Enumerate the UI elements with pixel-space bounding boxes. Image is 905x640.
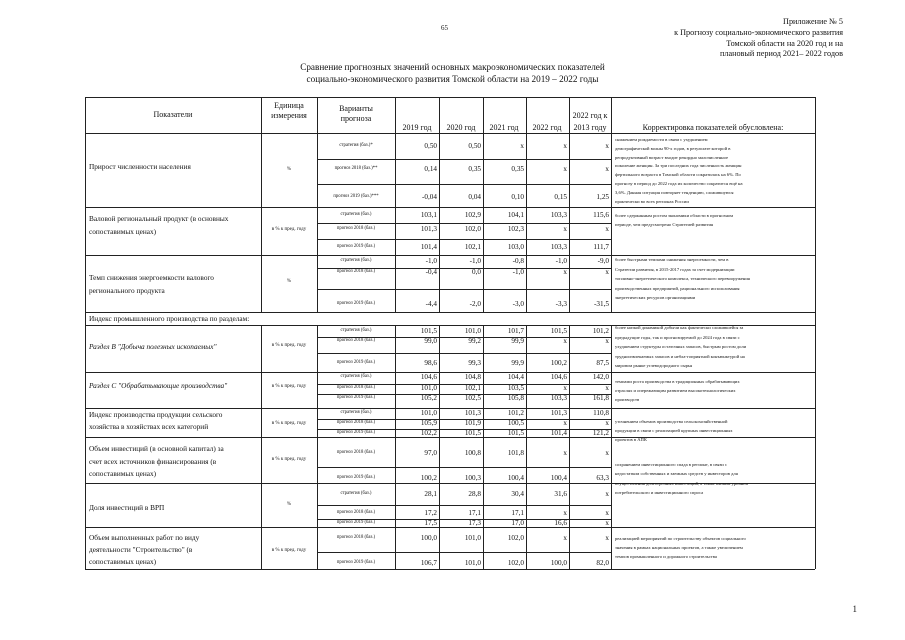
grid-line xyxy=(439,437,440,483)
comment-line: сохранением инвестиционного спада в регионе, в связи с xyxy=(615,462,727,467)
grid-line xyxy=(611,437,612,483)
value-cell: -1,0 xyxy=(425,257,437,265)
grid-line xyxy=(611,255,612,312)
variant-label: прогноз 2018 (баз.) xyxy=(336,269,376,274)
grid-line xyxy=(317,239,611,240)
variant-label: прогноз 2019 (баз.) xyxy=(336,244,376,249)
unit-cell: % xyxy=(286,502,292,507)
value-cell: 99,3 xyxy=(468,359,481,367)
unit-cell: в % к пред. году xyxy=(271,548,307,553)
value-cell: 103,1 xyxy=(420,211,437,219)
header-year-2022: 2022 год xyxy=(532,123,562,132)
value-cell: х xyxy=(605,165,609,173)
appendix-line: Приложение № 5 xyxy=(783,17,843,26)
value-cell: 101,8 xyxy=(507,449,524,457)
value-cell: -1,0 xyxy=(555,257,567,265)
value-cell: 104,4 xyxy=(507,373,524,381)
grid-line xyxy=(611,325,612,372)
unit-cell: в % к пред. году xyxy=(271,421,307,426)
value-cell: 102,0 xyxy=(464,225,481,233)
value-cell: 99,0 xyxy=(424,337,437,345)
variant-label: прогноз 2019 (баз.)*** xyxy=(333,194,379,199)
variant-label: прогноз 2018 (баз.) xyxy=(336,510,376,515)
comment-line: потребительского и инвестиционного спроса xyxy=(615,489,704,495)
value-cell: 104,6 xyxy=(420,373,437,381)
variant-label: прогноз 2019 (баз.) xyxy=(336,430,376,435)
comment-line: энергетических ресурсов организациями xyxy=(615,295,696,300)
value-cell: 0,35 xyxy=(468,165,481,173)
grid-line xyxy=(611,483,612,527)
header-comment: Корректировка показателей обусловлена: xyxy=(642,123,784,132)
comment-line: недостатком собственных и заемных средств у инвесторов для xyxy=(615,471,738,477)
value-cell: 101,7 xyxy=(507,327,524,335)
value-cell: х xyxy=(563,337,567,345)
grid-line xyxy=(395,372,396,408)
variant-label: стратегия (баз.) xyxy=(340,212,372,217)
comment-line: более сдержанным ростом экономики области в прогнозном xyxy=(615,213,734,218)
value-cell: 115,6 xyxy=(593,211,609,219)
value-cell: 103,0 xyxy=(507,243,524,251)
value-cell: 101,0 xyxy=(464,559,481,567)
grid-line xyxy=(395,255,396,312)
indicator-name: Объем выполненных работ по виду xyxy=(89,533,200,542)
value-cell: 101,0 xyxy=(464,534,481,542)
grid-line xyxy=(395,133,396,207)
value-cell: 0,0 xyxy=(472,268,481,276)
value-cell: 100,8 xyxy=(464,449,481,457)
comment-line: Стратегии развития, в 2015-2017 годах за счет модернизации xyxy=(615,266,735,272)
variant-label: прогноз 2019 (баз.) xyxy=(336,301,376,306)
variant-label: прогноз 2019 (баз.) xyxy=(336,360,376,365)
header-indicator: Показатели xyxy=(153,110,193,119)
comment-line: темпов промышленного и дорожного строительства xyxy=(615,554,717,559)
value-cell: х xyxy=(605,384,609,392)
value-cell: 100,5 xyxy=(507,419,524,427)
grid-line xyxy=(317,552,611,553)
grid-line xyxy=(317,289,611,290)
appendix-line: к Прогнозу социально-экономического развития xyxy=(674,27,843,37)
comment-line: более быстрыми темпами снижения энергоемкости, чем в xyxy=(615,257,729,262)
page-number: 1 xyxy=(852,604,857,614)
grid-line xyxy=(395,408,396,437)
value-cell: х xyxy=(563,419,567,427)
value-cell: 101,3 xyxy=(550,409,567,417)
value-cell: 101,0 xyxy=(464,327,481,335)
grid-line xyxy=(395,437,396,483)
document-title xyxy=(0,61,905,85)
value-cell: 102,5 xyxy=(464,394,481,402)
value-cell: 100,2 xyxy=(420,474,437,482)
value-cell: х xyxy=(563,142,567,150)
value-cell: 101,3 xyxy=(464,409,481,417)
value-cell: 101,4 xyxy=(550,429,567,437)
value-cell: 100,4 xyxy=(507,474,524,482)
comment-line: поколение женщин. За три последних года численность женщин xyxy=(615,163,742,169)
grid-line xyxy=(317,223,611,224)
unit-cell: в % к пред. году xyxy=(271,343,307,348)
grid-line xyxy=(261,325,262,372)
variant-label: прогноз 2018 (баз.) xyxy=(336,535,376,540)
grid-line xyxy=(85,312,815,313)
grid-line xyxy=(611,527,612,569)
value-cell: х xyxy=(605,490,609,498)
value-cell: х xyxy=(563,384,567,392)
value-cell: -0,04 xyxy=(422,193,437,201)
variant-label: стратегия (баз.)* xyxy=(339,143,373,148)
value-cell: 0,50 xyxy=(424,142,437,150)
value-cell: 101,2 xyxy=(507,409,524,417)
unit-cell: % xyxy=(286,167,292,172)
value-cell: 104,8 xyxy=(464,373,481,381)
indicator-name: сопоставимых ценах) xyxy=(89,469,157,478)
title-line: социально-экономического развития Томской области на 2019 – 2022 годы xyxy=(306,74,599,85)
comment-line: более низкой динамикой добычи как фактически сложившейся за xyxy=(615,325,744,330)
value-cell: 98,6 xyxy=(424,359,437,367)
value-cell: 103,5 xyxy=(507,384,524,392)
grid-line xyxy=(395,207,396,255)
grid-line xyxy=(85,408,815,409)
grid-line xyxy=(317,159,611,160)
value-cell: 17,3 xyxy=(468,519,481,527)
value-cell: 102,2 xyxy=(420,429,437,437)
value-cell: -0,8 xyxy=(512,257,524,265)
grid-line xyxy=(85,133,815,134)
comment-line: репродуктивный возраст входит рекордно малочисленное xyxy=(615,154,729,160)
indicator-name: сопоставимых ценах) xyxy=(89,227,157,236)
value-cell: 87,5 xyxy=(596,359,609,367)
indicator-name: Индекс производства продукции сельского xyxy=(89,410,223,419)
value-cell: 103,3 xyxy=(550,211,567,219)
grid-line xyxy=(439,255,440,312)
value-cell: 0,15 xyxy=(554,193,567,201)
grid-line xyxy=(611,372,612,408)
value-cell: -9,0 xyxy=(597,257,609,265)
value-cell: 142,0 xyxy=(592,373,609,381)
variant-label: прогноз 2019 (баз.) xyxy=(336,395,376,400)
appendix-line: плановый период 2021– 2022 годов xyxy=(719,49,843,59)
value-cell: х xyxy=(563,268,567,276)
grid-line xyxy=(85,255,815,256)
grid-line xyxy=(85,97,815,98)
value-cell: 101,5 xyxy=(420,327,437,335)
comment-line: прогнозу в период до 2022 года их количество сократится ещё на xyxy=(615,181,743,186)
grid-line xyxy=(439,207,440,255)
value-cell: х xyxy=(605,419,609,427)
indicator-name: хозяйства в хозяйствах всех категорий xyxy=(89,422,209,431)
value-cell: 82,0 xyxy=(596,559,609,567)
value-cell: -3,0 xyxy=(512,300,524,308)
value-cell: х xyxy=(605,449,609,457)
comment-line: проектов в АПК xyxy=(615,437,647,442)
value-cell: 100,2 xyxy=(550,359,567,367)
unit-cell: в % к пред. году xyxy=(271,227,307,232)
value-cell: 0,35 xyxy=(511,165,524,173)
header-variants: прогноза xyxy=(340,114,372,123)
value-cell: 110,8 xyxy=(593,409,609,417)
comment-line: осуществления долгосрочных инвестиций, а также низким уровнем xyxy=(615,480,749,486)
value-cell: 101,5 xyxy=(550,327,567,335)
comment-line: темпами роста производства в традиционных обрабатывающих xyxy=(615,379,740,384)
value-cell: 102,1 xyxy=(464,384,481,392)
comment-line: предыдущие годы, так и прогнозируемой до 2024 года в связи с xyxy=(615,334,740,340)
grid-line xyxy=(439,527,440,569)
value-cell: -31,5 xyxy=(594,300,609,308)
grid-line xyxy=(317,505,611,506)
grid-line xyxy=(439,133,440,207)
grid-line xyxy=(815,97,816,569)
forecast-table xyxy=(85,97,815,569)
value-cell: 103,3 xyxy=(550,394,567,402)
value-cell: -0,4 xyxy=(425,268,437,276)
comment-line: производств xyxy=(615,397,640,402)
value-cell: 103,3 xyxy=(550,243,567,251)
comment-line: топливно-энергетического комплекса, технического перевооружения xyxy=(615,276,750,281)
value-cell: х xyxy=(605,509,609,517)
value-cell: 101,9 xyxy=(464,419,481,427)
value-cell: 0,50 xyxy=(468,142,481,150)
comment-line: продукции в связи с реализацией крупных инвестиционных xyxy=(615,428,733,433)
value-cell: х xyxy=(563,534,567,542)
value-cell: 31,6 xyxy=(554,490,567,498)
value-cell: х xyxy=(605,225,609,233)
top-page-number: 65 xyxy=(441,24,448,32)
value-cell: х xyxy=(563,509,567,517)
header-year-2019: 2019 год xyxy=(402,123,432,132)
value-cell: х xyxy=(563,225,567,233)
value-cell: х xyxy=(605,268,609,276)
value-cell: -3,3 xyxy=(555,300,567,308)
header-ratio: 2022 год к xyxy=(572,111,608,120)
indicator-name: регионального продукта xyxy=(89,286,165,295)
indicator-name: Валовой региональный продукт (в основных xyxy=(89,214,229,223)
value-cell: 102,0 xyxy=(507,559,524,567)
value-cell: 28,8 xyxy=(468,490,481,498)
value-cell: 99,9 xyxy=(511,359,524,367)
header-unit: измерения xyxy=(271,111,307,120)
value-cell: 97,0 xyxy=(424,449,437,457)
value-cell: 105,2 xyxy=(420,394,437,402)
grid-line xyxy=(439,372,440,408)
header-year-2020: 2020 год xyxy=(446,123,476,132)
value-cell: х xyxy=(563,449,567,457)
comment-line: 3,6%. Данная ситуация повторяет тенденцию, сложившуюся xyxy=(615,189,734,195)
value-cell: 100,0 xyxy=(420,534,437,542)
value-cell: 102,3 xyxy=(507,225,524,233)
value-cell: 100,0 xyxy=(550,559,567,567)
value-cell: 102,1 xyxy=(464,243,481,251)
grid-line xyxy=(439,325,440,372)
value-cell: х xyxy=(605,337,609,345)
comment-line: трудноизвлекаемых запасов и небла-гоприятной конъюнктурой на xyxy=(615,353,745,359)
grid-line xyxy=(611,408,612,437)
variant-label: стратегия (баз.) xyxy=(340,374,372,379)
comment-line: мировом рынке углеводородного сырья xyxy=(615,363,693,368)
value-cell: 121,2 xyxy=(592,429,609,437)
value-cell: х xyxy=(605,534,609,542)
variant-label: прогноз 2018 (баз.) xyxy=(336,385,376,390)
grid-line xyxy=(85,207,815,208)
value-cell: 161,8 xyxy=(592,394,609,402)
comment-line: демографической волны 90-х годов, в результате которой в xyxy=(615,145,731,151)
grid-line xyxy=(395,325,396,372)
grid-line xyxy=(317,353,611,354)
variant-label: прогноз 2018 (баз.)** xyxy=(334,166,378,171)
grid-line xyxy=(395,527,396,569)
title-line: Сравнение прогнозных значений основных макроэкономических показателей xyxy=(300,62,605,72)
value-cell: 111,7 xyxy=(593,243,609,251)
grid-line xyxy=(317,184,611,185)
value-cell: 100,3 xyxy=(464,474,481,482)
value-cell: х xyxy=(520,142,524,150)
value-cell: 101,3 xyxy=(420,225,437,233)
grid-line xyxy=(85,372,815,373)
comment-line: фертильного возраста в Томской области сократилась на 6%. По xyxy=(615,172,741,178)
variant-label: прогноз 2019 (баз.) xyxy=(336,560,376,565)
comment-line: практически во всех регионах России xyxy=(615,198,689,204)
grid-line xyxy=(439,408,440,437)
comment-line: ухудшением структуры остаточных запасов, быстрым ростом доли xyxy=(615,344,747,349)
value-cell: 0,10 xyxy=(511,193,524,201)
value-cell: 101,2 xyxy=(592,327,609,335)
variant-label: стратегия (баз.) xyxy=(340,258,372,263)
grid-line xyxy=(85,97,86,569)
variant-label: стратегия (баз.) xyxy=(340,410,372,415)
indicator-name: Прирост численности населения xyxy=(89,162,191,171)
value-cell: 17,0 xyxy=(511,519,524,527)
indicator-name: Объем инвестиций (в основной капитал) за xyxy=(89,444,224,453)
value-cell: 28,1 xyxy=(424,490,437,498)
header-ratio: 2013 году xyxy=(573,123,607,132)
comment-line: значения в рамках национальных проектов, а также увеличением xyxy=(615,545,743,550)
comment-line: снижением рождаемости в связи с ухудшением xyxy=(615,137,708,142)
variant-label: прогноз 2019 (баз.) xyxy=(336,520,376,525)
grid-line xyxy=(261,372,262,408)
variant-label: стратегия (баз.) xyxy=(340,328,372,333)
grid-line xyxy=(611,207,612,255)
comment-line: уточнением объемов производства сельскохозяйственной xyxy=(615,419,728,424)
indicator-name: сопоставимых ценах) xyxy=(89,557,157,566)
unit-cell: в % к пред. году xyxy=(271,457,307,462)
variant-label: прогноз 2018 (баз.) xyxy=(336,450,376,455)
indicator-name: деятельности "Строительство" (в xyxy=(89,545,193,554)
value-cell: 101,4 xyxy=(420,243,437,251)
value-cell: 101,5 xyxy=(464,429,481,437)
grid-line xyxy=(85,569,815,570)
value-cell: 101,0 xyxy=(420,384,437,392)
indicator-name: Раздел С "Обрабатывающие производства" xyxy=(89,381,228,390)
value-cell: 1,25 xyxy=(596,193,609,201)
value-cell: 102,9 xyxy=(464,211,481,219)
variant-label: стратегия (баз.) xyxy=(340,491,372,496)
header-unit: Единица xyxy=(274,101,304,110)
variant-label: прогноз 2018 (баз.) xyxy=(336,420,376,425)
value-cell: 101,5 xyxy=(507,429,524,437)
value-cell: 104,6 xyxy=(550,373,567,381)
indicator-name: Доля инвестиций в ВРП xyxy=(89,503,165,512)
value-cell: х xyxy=(605,142,609,150)
variant-label: прогноз 2018 (баз.) xyxy=(336,338,376,343)
indicator-name: Раздел В "Добыча полезных ископаемых" xyxy=(89,342,217,351)
value-cell: 17,1 xyxy=(468,509,481,517)
value-cell: 104,1 xyxy=(507,211,524,219)
comment-line: производственных предприятий, рационального использования xyxy=(615,285,740,291)
indicator-name: Темп снижения энергоемкости валового xyxy=(89,273,214,282)
value-cell: 102,0 xyxy=(507,534,524,542)
value-cell: 0,14 xyxy=(424,165,437,173)
value-cell: х xyxy=(605,519,609,527)
value-cell: -1,0 xyxy=(469,257,481,265)
value-cell: 101,0 xyxy=(420,409,437,417)
unit-cell: в % к пред. году xyxy=(271,384,307,389)
appendix-note xyxy=(674,17,843,60)
variant-label: прогноз 2019 (баз.) xyxy=(336,475,376,480)
value-cell: 100,4 xyxy=(550,474,567,482)
section-industry-title: Индекс промышленного производства по разделам: xyxy=(89,314,250,323)
value-cell: 105,9 xyxy=(420,419,437,427)
indicator-name: счет всех источников финансирования (в xyxy=(89,457,217,466)
grid-line xyxy=(611,133,612,207)
value-cell: 17,2 xyxy=(424,509,437,517)
value-cell: 0,04 xyxy=(468,193,481,201)
header-variants: Варианты xyxy=(339,104,373,113)
variant-label: прогноз 2018 (баз.) xyxy=(336,226,376,231)
appendix-line: Томской области на 2020 год и на xyxy=(726,38,843,48)
value-cell: 16,6 xyxy=(554,519,567,527)
value-cell: 99,9 xyxy=(511,337,524,345)
comment-line: отраслях и опережающим развитием высокотехнологических xyxy=(615,388,736,393)
header-year-2021: 2021 год xyxy=(489,123,519,132)
value-cell: 30,4 xyxy=(511,490,524,498)
value-cell: 17,1 xyxy=(511,509,524,517)
value-cell: х xyxy=(563,165,567,173)
value-cell: -1,0 xyxy=(512,268,524,276)
unit-cell: % xyxy=(286,279,292,284)
value-cell: 105,8 xyxy=(507,394,524,402)
value-cell: 17,5 xyxy=(424,519,437,527)
value-cell: 106,7 xyxy=(420,559,437,567)
value-cell: 99,2 xyxy=(468,337,481,345)
grid-line xyxy=(317,467,611,468)
value-cell: 63,3 xyxy=(596,474,609,482)
comment-line: реализацией мероприятий по строительству объектов социального xyxy=(615,536,746,541)
value-cell: -4,4 xyxy=(425,300,437,308)
value-cell: -2,0 xyxy=(469,300,481,308)
comment-line: периоде, чем предусмотрено Стратегией развития xyxy=(615,222,714,227)
